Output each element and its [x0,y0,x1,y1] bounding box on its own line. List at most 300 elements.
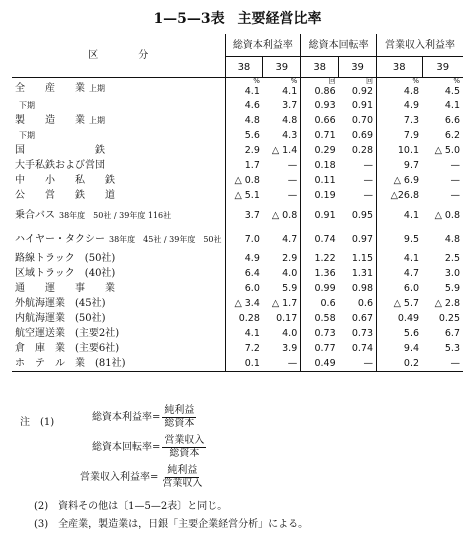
table-cell [377,128,423,143]
cell-value: 4.1 [282,86,298,97]
table-row [12,326,463,341]
table-cell [422,341,463,356]
table-cell [422,173,463,188]
cell-value: 0.66 [314,115,336,126]
cell-value: 2.9 [282,253,298,264]
table-cell [339,173,377,188]
table-cell [301,173,339,188]
table-cell [263,78,301,99]
row-label [12,296,225,311]
cell-value: 0.86 [314,86,336,97]
table-cell [377,203,423,227]
table-cell [263,98,301,113]
unit-label: % [253,77,260,85]
table-cell [301,113,339,128]
row-label [12,341,225,356]
table-cell [339,188,377,203]
table-cell [422,311,463,326]
formula-roa-num: 純利益 [164,405,195,416]
table-cell [422,296,463,311]
formula-roa-den: 総資本 [164,418,195,429]
table-row [12,203,463,227]
table-cell [263,203,301,227]
cell-value: 9.4 [403,343,420,354]
cell-value: — [450,175,460,186]
cell-value: 5.3 [444,343,460,354]
table-cell [263,311,301,326]
table-row [12,113,463,128]
cell-value: 4.0 [282,328,298,339]
cell-value: 4.3 [282,130,298,141]
cell-value: — [287,358,298,369]
cell-value: 3.0 [444,268,460,279]
table-cell [422,98,463,113]
cell-value: — [450,160,460,171]
row-label [12,188,225,203]
table-row [12,188,463,203]
cell-value: 0.6 [357,298,373,309]
cell-value: 1.36 [314,268,336,279]
table-cell [339,113,377,128]
table-cell [301,296,339,311]
cell-value: 1.31 [351,268,373,279]
row-label [12,203,225,227]
table-cell [422,143,463,158]
table-cell [263,251,301,266]
cell-value: 7.0 [244,233,260,245]
table-cell [377,98,423,113]
cell-value: 0.67 [351,313,373,324]
unit-label: % [290,77,298,85]
year-header: 39 [422,57,463,78]
table-cell [422,326,463,341]
table-cell [225,281,263,296]
table-cell [339,266,377,281]
table-cell [301,98,339,113]
table-cell [339,203,377,227]
table-cell [301,188,339,203]
cell-value: 4.8 [282,115,298,126]
table-cell [422,128,463,143]
cell-value: 5.9 [282,283,298,294]
formula-turnover [92,435,206,460]
cell-value: 6.0 [403,283,420,294]
cell-value: 0.73 [351,328,373,339]
cell-value: △ 0.8 [234,175,260,186]
table-cell [339,326,377,341]
table-cell [301,158,339,173]
table-title-text: 主要経営比率 [237,11,322,27]
table-row [12,78,463,99]
table-cell [377,311,423,326]
table-cell [301,143,339,158]
cell-value: 0.92 [351,86,373,97]
row-label [12,251,225,266]
row-label-text: 通 運 事 業 [15,283,115,294]
cell-value: 4.8 [244,115,260,126]
cell-value: — [450,190,460,201]
table-cell [422,78,463,99]
table-cell [263,227,301,251]
table-cell [263,326,301,341]
year-header: 38 [225,57,263,78]
note-1-label: 注 (1) [20,417,55,428]
cell-value: 0.28 [351,145,373,156]
table-cell [377,188,423,203]
cell-value: 0.77 [314,343,336,354]
cell-value: 0.18 [314,160,336,171]
table-cell [225,227,263,251]
table-cell [377,158,423,173]
table-cell [339,281,377,296]
row-label [12,113,225,128]
row-label [12,227,225,251]
table-row [12,341,463,356]
cell-value: 0.74 [351,343,373,354]
table-cell [263,341,301,356]
formula-turnover-den: 総資本 [169,448,200,459]
cell-value: 7.9 [403,130,420,141]
table-cell [339,143,377,158]
table-cell [225,203,263,227]
cell-value: 7.3 [403,115,420,126]
row-sublabel: 38年度 50社 / 39年度 116社 [59,210,172,220]
cell-value: 7.2 [244,343,260,354]
table-cell [263,128,301,143]
cell-value: 4.5 [444,86,460,97]
table-cell [339,158,377,173]
unit-label: 回 [328,77,336,85]
table-cell [422,113,463,128]
row-label [12,266,225,281]
table-cell [263,113,301,128]
table-cell [263,173,301,188]
table-cell [225,98,263,113]
formula-turnover-left: 総資本回転率= [92,442,161,453]
cell-value: 0.91 [314,209,336,221]
cell-value: 0.17 [276,313,298,324]
table-cell [422,158,463,173]
group-header-roa: 総資本利益率 [225,34,301,57]
table-cell [263,188,301,203]
cell-value: △ 5.7 [393,298,420,309]
table-cell [225,158,263,173]
table-cell [263,281,301,296]
cell-value: △ 5.0 [434,145,460,156]
unit-label: 回 [366,77,373,85]
cell-value: 0.25 [438,313,460,324]
table-cell [422,188,463,203]
table-cell [301,281,339,296]
cell-value: 6.0 [244,283,260,294]
row-label-text: ホ テ ル 業 (81社) [15,358,126,369]
table-row [12,98,463,113]
table-cell [225,128,263,143]
row-sublabel: 38年度 45社 / 39年度 50社 [109,234,222,244]
cell-value: 4.6 [244,100,260,111]
table-cell [225,266,263,281]
table-cell [301,251,339,266]
cell-value: △ 5.1 [234,190,260,201]
table-code: 1—5—3表 [153,11,225,27]
cell-value: 9.7 [403,160,420,171]
row-label-text: 区域トラック (40社) [15,268,116,279]
table-cell [377,251,423,266]
cell-value: 4.1 [244,328,260,339]
table-cell [377,173,423,188]
cell-value: 6.6 [444,115,460,126]
table-cell [301,128,339,143]
cell-value: 0.1 [244,358,260,369]
cell-value: — [287,190,298,201]
table-row [12,296,463,311]
cell-value: 0.98 [351,283,373,294]
row-label [12,128,225,143]
table-cell [225,326,263,341]
cell-value: △ 0.8 [271,209,298,221]
cell-value: 4.0 [282,268,298,279]
table-cell [377,296,423,311]
row-label [12,98,225,113]
cell-value: — [363,190,373,201]
row-label [12,311,225,326]
cell-value: 0.11 [314,175,336,186]
table-cell [225,173,263,188]
cell-value: △ 2.8 [434,298,460,309]
table-row [12,266,463,281]
formula-margin [80,465,204,490]
row-label-text: 倉 庫 業 (主要6社) [15,343,120,354]
table-cell [225,78,263,99]
formula-margin-den: 営業収入 [162,478,203,489]
table-cell [422,203,463,227]
cell-value: 0.91 [351,100,373,111]
cell-value: — [287,160,298,171]
row-sublabel: 上期 [89,116,105,125]
cell-value: △ 6.9 [393,175,420,186]
cell-value: — [363,358,373,369]
cell-value: △ 0.8 [434,209,460,221]
cell-value: 9.5 [403,233,420,245]
group-header-margin: 営業収入利益率 [377,34,464,57]
table-cell [339,78,377,99]
table-cell [377,326,423,341]
table-cell [339,296,377,311]
cell-value: 0.93 [314,100,336,111]
table-cell [263,296,301,311]
table-body [12,78,463,372]
cell-value: 0.49 [314,358,336,369]
cell-value: 0.28 [238,313,260,324]
cell-value: 6.2 [444,130,460,141]
row-label [12,143,225,158]
cell-value: 1.22 [314,253,336,264]
cell-value: 0.70 [351,115,373,126]
cell-value: 6.4 [244,268,260,279]
formula-roa-left: 総資本利益率= [92,412,161,423]
cell-value: 4.1 [403,253,420,264]
row-label-text: 公 営 鉄 道 [15,190,115,201]
table-cell [377,281,423,296]
cell-value: — [363,160,373,171]
table-row [12,311,463,326]
cell-value: 4.9 [403,100,420,111]
cell-value: 4.1 [244,86,260,97]
ratio-table [12,34,463,372]
cell-value: 2.9 [244,145,260,156]
year-header: 39 [263,57,301,78]
table-cell [225,113,263,128]
table-cell [377,113,423,128]
year-header: 38 [377,57,423,78]
table-title [0,8,475,28]
table-cell [422,281,463,296]
row-label-text: 全 産 業 [15,82,85,94]
table-cell [301,266,339,281]
cell-value: 4.7 [403,268,420,279]
table-cell [377,266,423,281]
table-cell [301,311,339,326]
cell-value: — [450,358,460,369]
table-cell [377,143,423,158]
table-cell [422,266,463,281]
cell-value: 5.9 [444,283,460,294]
note-2: (2) 資料その他は〔1—5—2表〕と同じ。 [34,501,228,512]
row-sublabel: 下期 [19,131,35,140]
table-cell [339,251,377,266]
cell-value: 4.9 [244,253,260,264]
table-cell [377,341,423,356]
cell-value: 4.1 [403,209,420,221]
cell-value: 0.6 [320,298,336,309]
table-row [12,281,463,296]
cell-value: 1.7 [244,160,260,171]
row-label-text: ハイヤー・タクシー [15,233,105,245]
table-cell [339,356,377,372]
table-row [12,158,463,173]
cell-value: 5.6 [403,328,420,339]
table-cell [422,251,463,266]
cell-value: 3.7 [282,100,298,111]
table-row [12,356,463,372]
table-cell [339,341,377,356]
cell-value: 4.7 [282,233,298,245]
row-label [12,173,225,188]
cell-value: △26.8 [390,190,420,201]
table-row [12,251,463,266]
year-header: 39 [339,57,377,78]
table-cell [263,143,301,158]
row-label [12,78,225,99]
row-label-text: 外航海運業 (45社) [15,298,106,309]
table-cell [225,143,263,158]
table-cell [301,78,339,99]
row-label-text: 国 鉄 [15,145,105,156]
table-cell [225,251,263,266]
year-header: 38 [301,57,339,78]
row-sublabel: 下期 [19,101,35,110]
row-label-text: 路線トラック (50社) [15,253,116,264]
unit-label: % [412,77,420,85]
cell-value: 1.15 [351,253,373,264]
table-cell [225,311,263,326]
table-cell [301,203,339,227]
note-3: (3) 全産業，製造業は，日銀「主要企業経営分析」による。 [34,519,309,530]
cell-value: 0.69 [351,130,373,141]
table-cell [225,356,263,372]
table-cell [377,78,423,99]
table-cell [301,326,339,341]
cell-value: 3.9 [282,343,298,354]
row-label-text: 大手私鉄および営団 [15,160,105,171]
row-label-text: 製 造 業 [15,115,85,126]
table-cell [339,128,377,143]
cell-value: 10.1 [397,145,420,156]
cell-value: 2.5 [444,253,460,264]
table-cell [339,311,377,326]
cell-value: 4.8 [403,86,420,97]
cell-value: 0.19 [314,190,336,201]
row-sublabel: 上期 [89,83,105,93]
unit-label: % [453,77,460,85]
table-cell [301,341,339,356]
table-cell [301,356,339,372]
cell-value: 0.74 [314,233,336,245]
table-cell [377,227,423,251]
table-row [12,227,463,251]
row-label [12,281,225,296]
cell-value: 3.7 [244,209,260,221]
cell-value: 0.49 [397,313,420,324]
cell-value: 0.97 [351,233,373,245]
cell-value: 0.99 [314,283,336,294]
table-cell [225,341,263,356]
table-cell [225,188,263,203]
cell-value: 0.2 [403,358,420,369]
cell-value: — [363,175,373,186]
cell-value: 0.29 [314,145,336,156]
cell-value: 0.71 [314,130,336,141]
cell-value: 0.58 [314,313,336,324]
cell-value: 4.1 [444,100,460,111]
formula-margin-left: 営業収入利益率= [80,472,159,483]
cell-value: — [287,175,298,186]
table-cell [339,227,377,251]
table-cell [263,266,301,281]
cell-value: △ 3.4 [234,298,260,309]
table-cell [225,296,263,311]
formula-roa [92,405,196,430]
row-label [12,356,225,372]
group-header-turnover: 総資本回転率 [301,34,377,57]
table-cell [263,158,301,173]
table-row [12,128,463,143]
table-cell [339,98,377,113]
table-cell [422,356,463,372]
table-cell [263,356,301,372]
table-row [12,173,463,188]
cell-value: 0.95 [351,209,373,221]
row-label [12,158,225,173]
formula-margin-num: 純利益 [167,465,198,476]
row-label [12,326,225,341]
row-header: 区 分 [12,34,225,78]
cell-value: 5.6 [244,130,260,141]
cell-value: △ 1.7 [271,298,298,309]
formula-turnover-num: 営業収入 [164,435,205,446]
row-label-text: 内航海運業 (50社) [15,313,106,324]
cell-value: 4.8 [444,233,460,245]
